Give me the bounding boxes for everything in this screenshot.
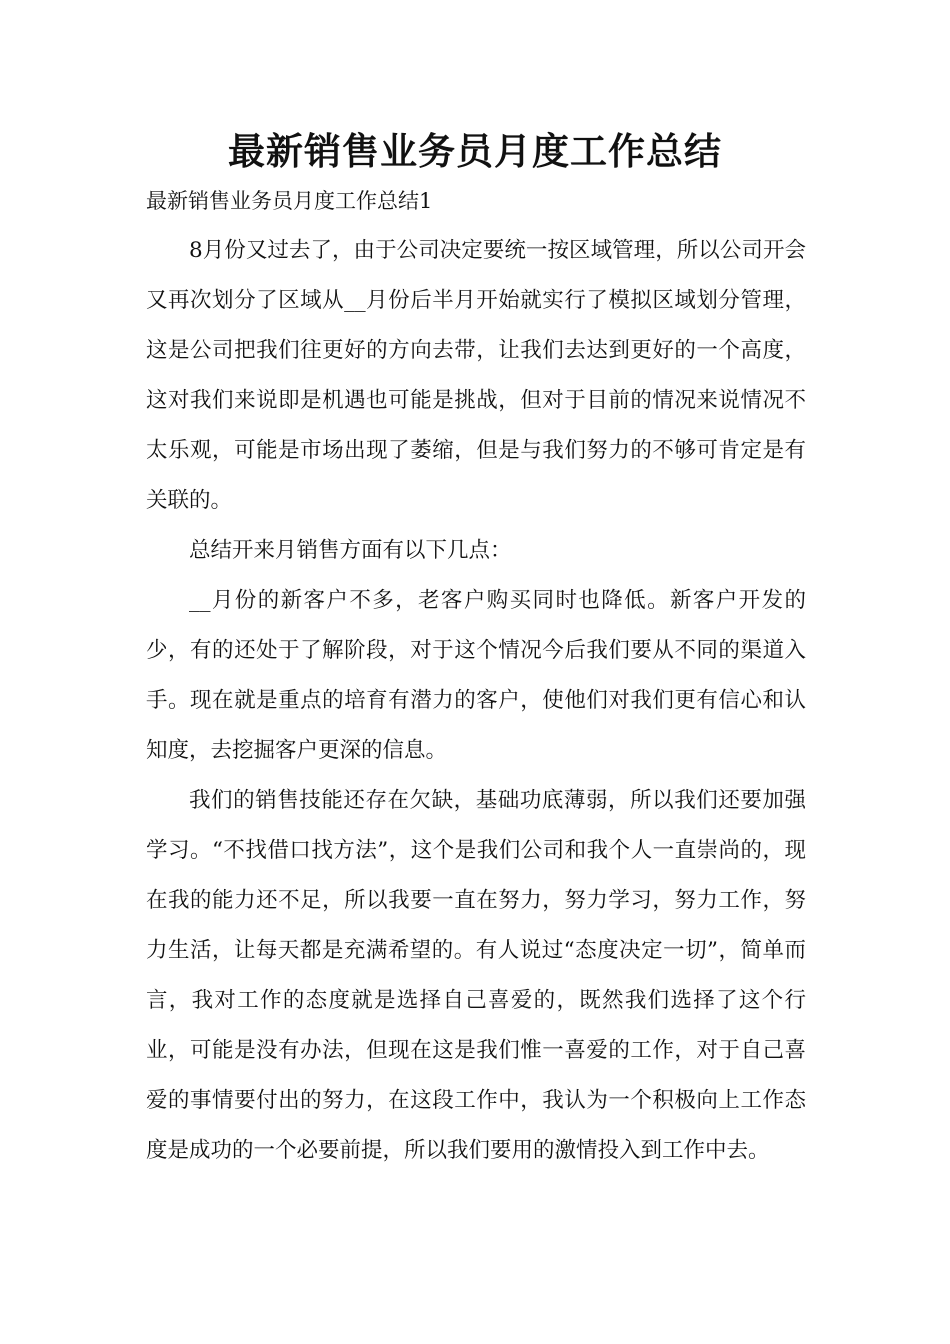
- paragraph-3: __月份的新客户不多，老客户购买同时也降低。新客户开发的少，有的还处于了解阶段，对于这个情况今后我们要从不同的渠道入手。现在就是重点的培育有潜力的客户，使他们对我们更有信心和认知度，去挖掘客户更深的信息。: [146, 588, 806, 763]
- document-body: [146, 226, 806, 1176]
- paragraph-4: 我们的销售技能还存在欠缺，基础功底薄弱，所以我们还要加强学习。“不找借口找方法”，这个是我们公司和我个人一直崇尚的，现在我的能力还不足，所以我要一直在努力，努力学习，努力工作，努力生活，让每天都是充满希望的。有人说过“态度决定一切”，简单而言，我对工作的态度就是选择自己喜爱的，既然我们选择了这个行业，可能是没有办法，但现在这是我们惟一喜爱的工作，对于自己喜爱的事情要付出的努力，在这段工作中，我认为一个积极向上工作态度是成功的一个必要前提，所以我们要用的激情投入到工作中去。: [146, 788, 806, 1163]
- section-heading: 最新销售业务员月度工作总结1: [146, 189, 433, 213]
- paragraph-1: 8月份又过去了，由于公司决定要统一按区域管理，所以公司开会又再次划分了区域从__月份后半月开始就实行了模拟区域划分管理，这是公司把我们往更好的方向去带，让我们去达到更好的一个高度，这对我们来说即是机遇也可能是挑战，但对于目前的情况来说情况不太乐观，可能是市场出现了萎缩，但是与我们努力的不够可肯定是有关联的。: [146, 238, 806, 513]
- document-title: 最新销售业务员月度工作总结: [228, 130, 722, 173]
- paragraph-2: 总结开来月销售方面有以下几点：: [189, 538, 512, 563]
